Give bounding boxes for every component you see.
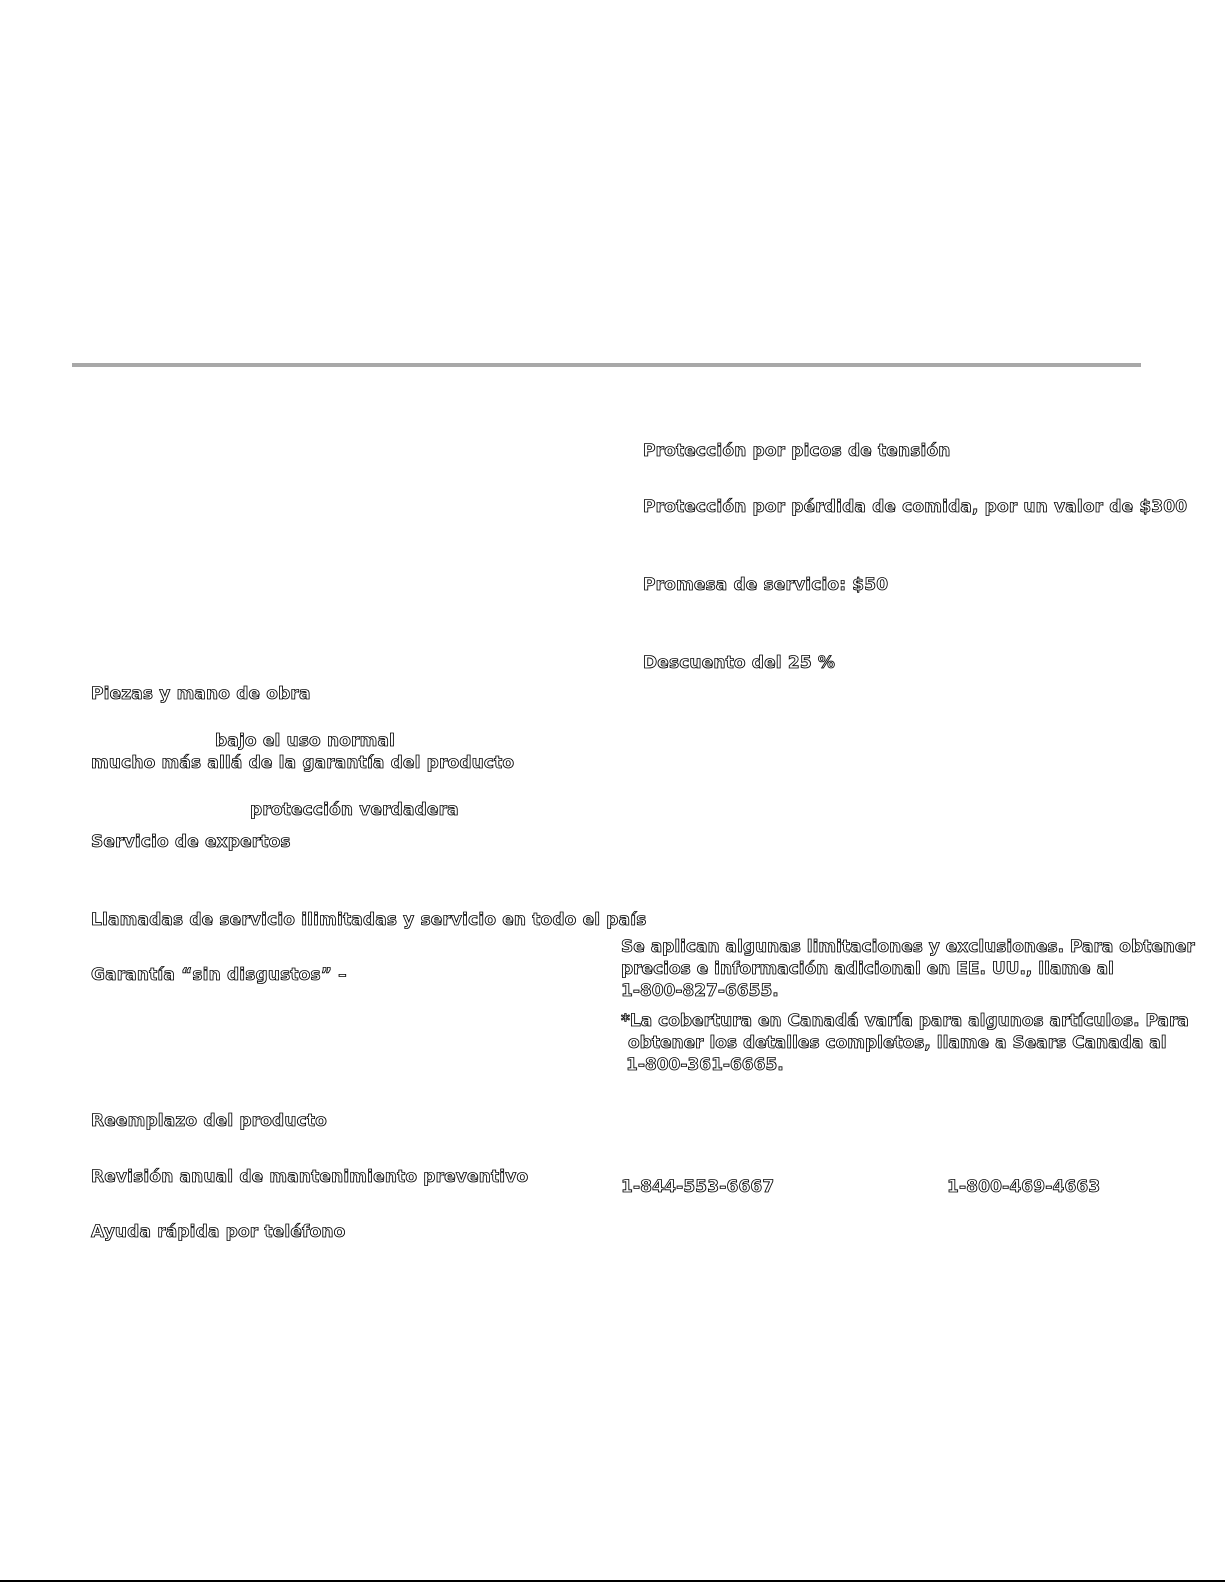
true-protection-text: protección verdadera (250, 800, 459, 820)
limitations-note (621, 936, 1195, 1002)
no-hassle-heading: Garantía “sin disgustos” – (91, 965, 347, 985)
canada-line: obtener los detalles completos, llame a Sears Canada al (628, 1033, 1167, 1053)
limitations-line: Se aplican algunas limitaciones y exclusiones. Para obtener (621, 937, 1195, 957)
unlimited-calls-heading: Llamadas de servicio ilimitadas y servicio en todo el país (91, 910, 647, 930)
section-divider (72, 363, 1141, 367)
beyond-warranty-text: mucho más allá de la garantía del producto (91, 753, 515, 773)
page-bottom-rule (0, 1580, 1225, 1582)
expert-service-heading: Servicio de expertos (91, 832, 291, 852)
parts-labor-heading: Piezas y mano de obra (91, 684, 311, 704)
canada-line: *La cobertura en Canadá varía para algunos artículos. Para (621, 1011, 1189, 1031)
limitations-line: precios e información adicional en EE. UU., llame al (621, 959, 1114, 979)
phone-number-us: 1-844-553-6667 (621, 1177, 775, 1197)
service-promise-heading: Promesa de servicio: $50 (643, 575, 889, 595)
phone-help-heading: Ayuda rápida por teléfono (91, 1222, 346, 1242)
phone-number-alt: 1-800-469-4663 (947, 1177, 1101, 1197)
product-replacement-heading: Reemplazo del producto (91, 1111, 327, 1131)
annual-check-heading: Revisión anual de mantenimiento preventivo (91, 1167, 529, 1187)
canada-line: 1-800-361-6665. (626, 1055, 784, 1075)
normal-use-text: bajo el uso normal (215, 731, 396, 751)
surge-protection-heading: Protección por picos de tensión (643, 441, 951, 461)
limitations-line: 1-800-827-6655. (621, 981, 779, 1001)
discount-heading: Descuento del 25 % (643, 653, 836, 673)
canada-note (621, 1010, 1189, 1076)
food-loss-heading: Protección por pérdida de comida, por un valor de $300 (643, 497, 1188, 517)
